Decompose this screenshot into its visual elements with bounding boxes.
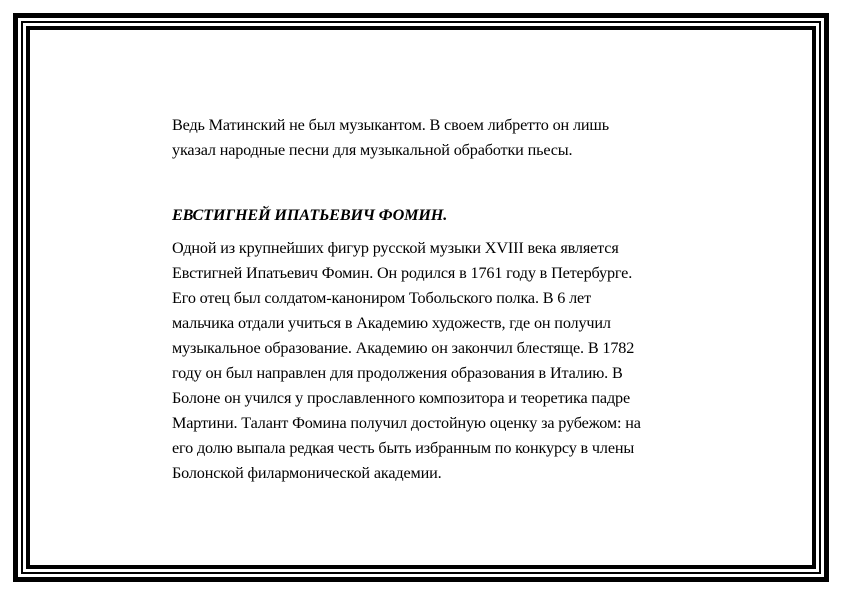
- body-line: мальчика отдали учиться в Академию художеств, где он получил: [172, 314, 611, 332]
- intro-paragraph: [172, 113, 712, 163]
- biography-paragraph: [172, 236, 712, 486]
- body-line: году он был направлен для продолжения образования в Италию. В: [172, 364, 623, 382]
- intro-line: указал народные песни для музыкальной обработки пьесы.: [172, 141, 573, 159]
- body-line: Болонской филармонической академии.: [172, 464, 442, 482]
- body-line: его долю выпала редкая честь быть избранным по конкурсу в члены: [172, 439, 635, 457]
- section-heading: ЕВСТИГНЕЙ ИПАТЬЕВИЧ ФОМИН.: [172, 206, 448, 224]
- body-line: Его отец был солдатом-канониром Тобольского полка. В 6 лет: [172, 289, 592, 307]
- document-content: [172, 113, 712, 486]
- body-line: Одной из крупнейших фигур русской музыки XVIII века является: [172, 239, 619, 257]
- body-line: Евстигней Ипатьевич Фомин. Он родился в 1761 году в Петербурге.: [172, 264, 633, 282]
- body-line: музыкальное образование. Академию он закончил блестяще. В 1782: [172, 339, 635, 357]
- body-line: Мартини. Талант Фомина получил достойную оценку за рубежом: на: [172, 414, 641, 432]
- body-line: Болоне он учился у прославленного композитора и теоретика падре: [172, 389, 631, 407]
- intro-line: Ведь Матинский не был музыкантом. В своем либретто он лишь: [172, 116, 609, 134]
